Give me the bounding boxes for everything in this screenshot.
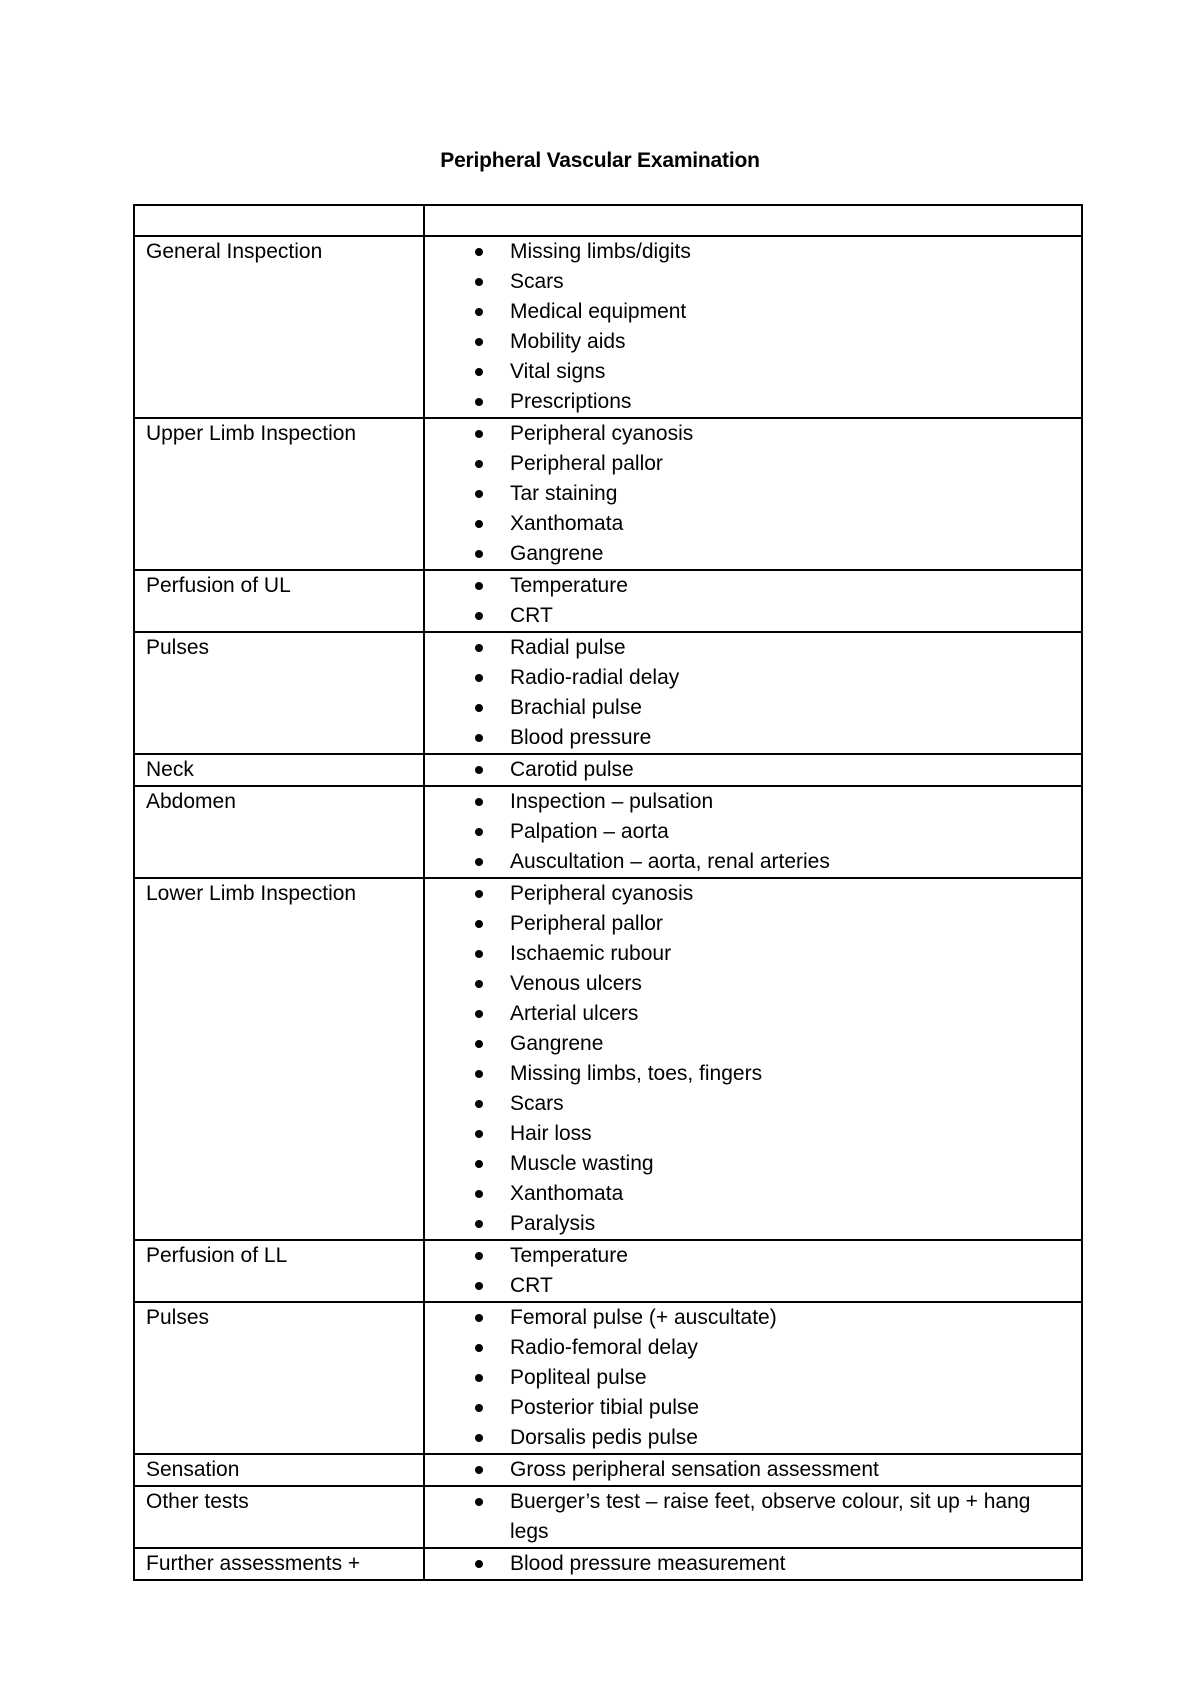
list-item-text: Radio-radial delay <box>510 666 680 689</box>
section-items-cell <box>424 1454 1082 1486</box>
section-items-cell <box>424 1548 1082 1580</box>
section-items-cell <box>424 754 1082 786</box>
checklist-items <box>425 879 1081 1239</box>
bullet-icon <box>475 920 483 928</box>
list-item-text: Brachial pulse <box>510 696 642 719</box>
bullet-icon <box>475 1070 483 1078</box>
checklist-items <box>425 1549 1081 1579</box>
bullet-icon <box>475 1560 483 1568</box>
list-item-text: Blood pressure <box>510 726 652 749</box>
list-item <box>425 1059 1081 1089</box>
bullet-icon <box>475 278 483 286</box>
checklist-items <box>425 237 1081 417</box>
list-item-text: Missing limbs/digits <box>510 240 691 263</box>
bullet-icon <box>475 1404 483 1412</box>
list-item-text: Tar staining <box>510 482 618 505</box>
list-item-text: Muscle wasting <box>510 1152 654 1175</box>
header-cell-section <box>134 205 424 236</box>
list-item-text: Xanthomata <box>510 1182 624 1205</box>
list-item <box>425 817 1081 847</box>
bullet-icon <box>475 368 483 376</box>
list-item-text: Missing limbs, toes, fingers <box>510 1062 763 1085</box>
list-item <box>425 327 1081 357</box>
list-item-text: Mobility aids <box>510 330 626 353</box>
section-items-cell <box>424 418 1082 570</box>
checklist-items <box>425 1241 1081 1301</box>
bullet-icon <box>475 520 483 528</box>
table-row <box>134 1240 1082 1302</box>
checklist-items <box>425 571 1081 631</box>
checklist-items <box>425 633 1081 753</box>
list-item <box>425 879 1081 909</box>
list-item-text: Scars <box>510 1092 564 1115</box>
list-item <box>425 1487 1081 1547</box>
bullet-icon <box>475 1220 483 1228</box>
bullet-icon <box>475 950 483 958</box>
list-item <box>425 693 1081 723</box>
bullet-icon <box>475 798 483 806</box>
table-row <box>134 1454 1082 1486</box>
table-row <box>134 570 1082 632</box>
list-item <box>425 663 1081 693</box>
list-item <box>425 755 1081 785</box>
bullet-icon <box>475 582 483 590</box>
section-items-cell <box>424 878 1082 1240</box>
bullet-icon <box>475 1010 483 1018</box>
bullet-icon <box>475 550 483 558</box>
bullet-icon <box>475 980 483 988</box>
bullet-icon <box>475 248 483 256</box>
section-name-cell: Neck <box>134 754 424 786</box>
bullet-icon <box>475 612 483 620</box>
list-item <box>425 939 1081 969</box>
table-body <box>134 205 1082 1580</box>
list-item <box>425 419 1081 449</box>
list-item <box>425 1209 1081 1239</box>
section-name-cell: Pulses <box>134 1302 424 1454</box>
table-row <box>134 878 1082 1240</box>
list-item <box>425 1455 1081 1485</box>
section-name-cell: Abdomen <box>134 786 424 878</box>
list-item-text: Temperature <box>510 1244 628 1267</box>
list-item <box>425 1271 1081 1301</box>
bullet-icon <box>475 1190 483 1198</box>
bullet-icon <box>475 890 483 898</box>
list-item <box>425 539 1081 569</box>
bullet-icon <box>475 1374 483 1382</box>
table-row <box>134 1486 1082 1548</box>
bullet-icon <box>475 398 483 406</box>
bullet-icon <box>475 1100 483 1108</box>
list-item <box>425 297 1081 327</box>
list-item <box>425 1549 1081 1579</box>
checklist-items <box>425 419 1081 569</box>
checklist-items <box>425 1455 1081 1485</box>
list-item-text: Radial pulse <box>510 636 626 659</box>
list-item-text: Dorsalis pedis pulse <box>510 1426 698 1449</box>
bullet-icon <box>475 766 483 774</box>
list-item-text: Scars <box>510 270 564 293</box>
bullet-icon <box>475 1434 483 1442</box>
table-row <box>134 754 1082 786</box>
section-name-cell: Pulses <box>134 632 424 754</box>
list-item <box>425 1393 1081 1423</box>
list-item-text: Vital signs <box>510 360 606 383</box>
section-name-cell: Sensation <box>134 1454 424 1486</box>
list-item-text: Buerger’s test – raise feet, observe colour, sit up + hang legs <box>510 1490 1031 1543</box>
bullet-icon <box>475 674 483 682</box>
list-item <box>425 847 1081 877</box>
section-items-cell <box>424 570 1082 632</box>
list-item <box>425 1089 1081 1119</box>
document-title: Peripheral Vascular Examination <box>440 149 760 172</box>
bullet-icon <box>475 858 483 866</box>
table-row <box>134 632 1082 754</box>
bullet-icon <box>475 704 483 712</box>
list-item <box>425 1179 1081 1209</box>
list-item-text: CRT <box>510 1274 553 1297</box>
section-name-cell: Upper Limb Inspection <box>134 418 424 570</box>
list-item <box>425 1333 1081 1363</box>
list-item-text: Peripheral pallor <box>510 912 663 935</box>
bullet-icon <box>475 1498 483 1506</box>
section-name-cell: Lower Limb Inspection <box>134 878 424 1240</box>
bullet-icon <box>475 1040 483 1048</box>
list-item-text: Gangrene <box>510 542 604 565</box>
list-item <box>425 509 1081 539</box>
list-item-text: Peripheral pallor <box>510 452 663 475</box>
bullet-icon <box>475 734 483 742</box>
bullet-icon <box>475 1130 483 1138</box>
list-item <box>425 357 1081 387</box>
list-item <box>425 1423 1081 1453</box>
list-item <box>425 1363 1081 1393</box>
list-item <box>425 1303 1081 1333</box>
list-item-text: Medical equipment <box>510 300 687 323</box>
bullet-icon <box>475 644 483 652</box>
list-item-text: Prescriptions <box>510 390 632 413</box>
checklist-items <box>425 1487 1081 1547</box>
table-row <box>134 236 1082 418</box>
section-name-cell: Other tests <box>134 1486 424 1548</box>
list-item-text: Radio-femoral delay <box>510 1336 698 1359</box>
list-item-text: Peripheral cyanosis <box>510 422 694 445</box>
list-item-text: Arterial ulcers <box>510 1002 639 1025</box>
list-item <box>425 1241 1081 1271</box>
bullet-icon <box>475 1160 483 1168</box>
list-item-text: Inspection – pulsation <box>510 790 714 813</box>
table-row <box>134 1302 1082 1454</box>
list-item-text: Popliteal pulse <box>510 1366 647 1389</box>
list-item <box>425 633 1081 663</box>
list-item <box>425 387 1081 417</box>
section-name-cell: Perfusion of UL <box>134 570 424 632</box>
table-row <box>134 418 1082 570</box>
bullet-icon <box>475 1282 483 1290</box>
list-item <box>425 571 1081 601</box>
list-item-text: Peripheral cyanosis <box>510 882 694 905</box>
section-name-cell: Further assessments + <box>134 1548 424 1580</box>
header-cell-items <box>424 205 1082 236</box>
list-item <box>425 449 1081 479</box>
examination-table <box>133 204 1083 1581</box>
list-item-text: Paralysis <box>510 1212 596 1235</box>
list-item-text: CRT <box>510 604 553 627</box>
bullet-icon <box>475 338 483 346</box>
list-item-text: Posterior tibial pulse <box>510 1396 700 1419</box>
section-items-cell <box>424 1302 1082 1454</box>
bullet-icon <box>475 1344 483 1352</box>
checklist-items <box>425 787 1081 877</box>
list-item <box>425 267 1081 297</box>
list-item <box>425 909 1081 939</box>
list-item-text: Xanthomata <box>510 512 624 535</box>
bullet-icon <box>475 430 483 438</box>
list-item-text: Ischaemic rubour <box>510 942 672 965</box>
bullet-icon <box>475 490 483 498</box>
list-item <box>425 1149 1081 1179</box>
section-name-cell: General Inspection <box>134 236 424 418</box>
list-item-text: Gross peripheral sensation assessment <box>510 1458 879 1481</box>
list-item <box>425 237 1081 267</box>
list-item <box>425 1119 1081 1149</box>
bullet-icon <box>475 828 483 836</box>
list-item <box>425 479 1081 509</box>
bullet-icon <box>475 1314 483 1322</box>
list-item <box>425 723 1081 753</box>
bullet-icon <box>475 308 483 316</box>
list-item-text: Blood pressure measurement <box>510 1552 786 1575</box>
list-item-text: Femoral pulse (+ auscultate) <box>510 1306 777 1329</box>
list-item-text: Carotid pulse <box>510 758 634 781</box>
bullet-icon <box>475 1466 483 1474</box>
list-item-text: Gangrene <box>510 1032 604 1055</box>
section-items-cell <box>424 1240 1082 1302</box>
list-item <box>425 601 1081 631</box>
list-item <box>425 787 1081 817</box>
checklist-items <box>425 1303 1081 1453</box>
table-header-row <box>134 205 1082 236</box>
section-name-cell: Perfusion of LL <box>134 1240 424 1302</box>
table-row <box>134 1548 1082 1580</box>
list-item <box>425 999 1081 1029</box>
section-items-cell <box>424 236 1082 418</box>
list-item-text: Temperature <box>510 574 628 597</box>
list-item-text: Hair loss <box>510 1122 592 1145</box>
list-item-text: Auscultation – aorta, renal arteries <box>510 850 830 873</box>
list-item <box>425 969 1081 999</box>
checklist-items <box>425 755 1081 785</box>
section-items-cell <box>424 786 1082 878</box>
list-item-text: Palpation – aorta <box>510 820 669 843</box>
section-items-cell <box>424 632 1082 754</box>
list-item-text: Venous ulcers <box>510 972 642 995</box>
bullet-icon <box>475 1252 483 1260</box>
section-items-cell <box>424 1486 1082 1548</box>
list-item <box>425 1029 1081 1059</box>
table-row <box>134 786 1082 878</box>
bullet-icon <box>475 460 483 468</box>
